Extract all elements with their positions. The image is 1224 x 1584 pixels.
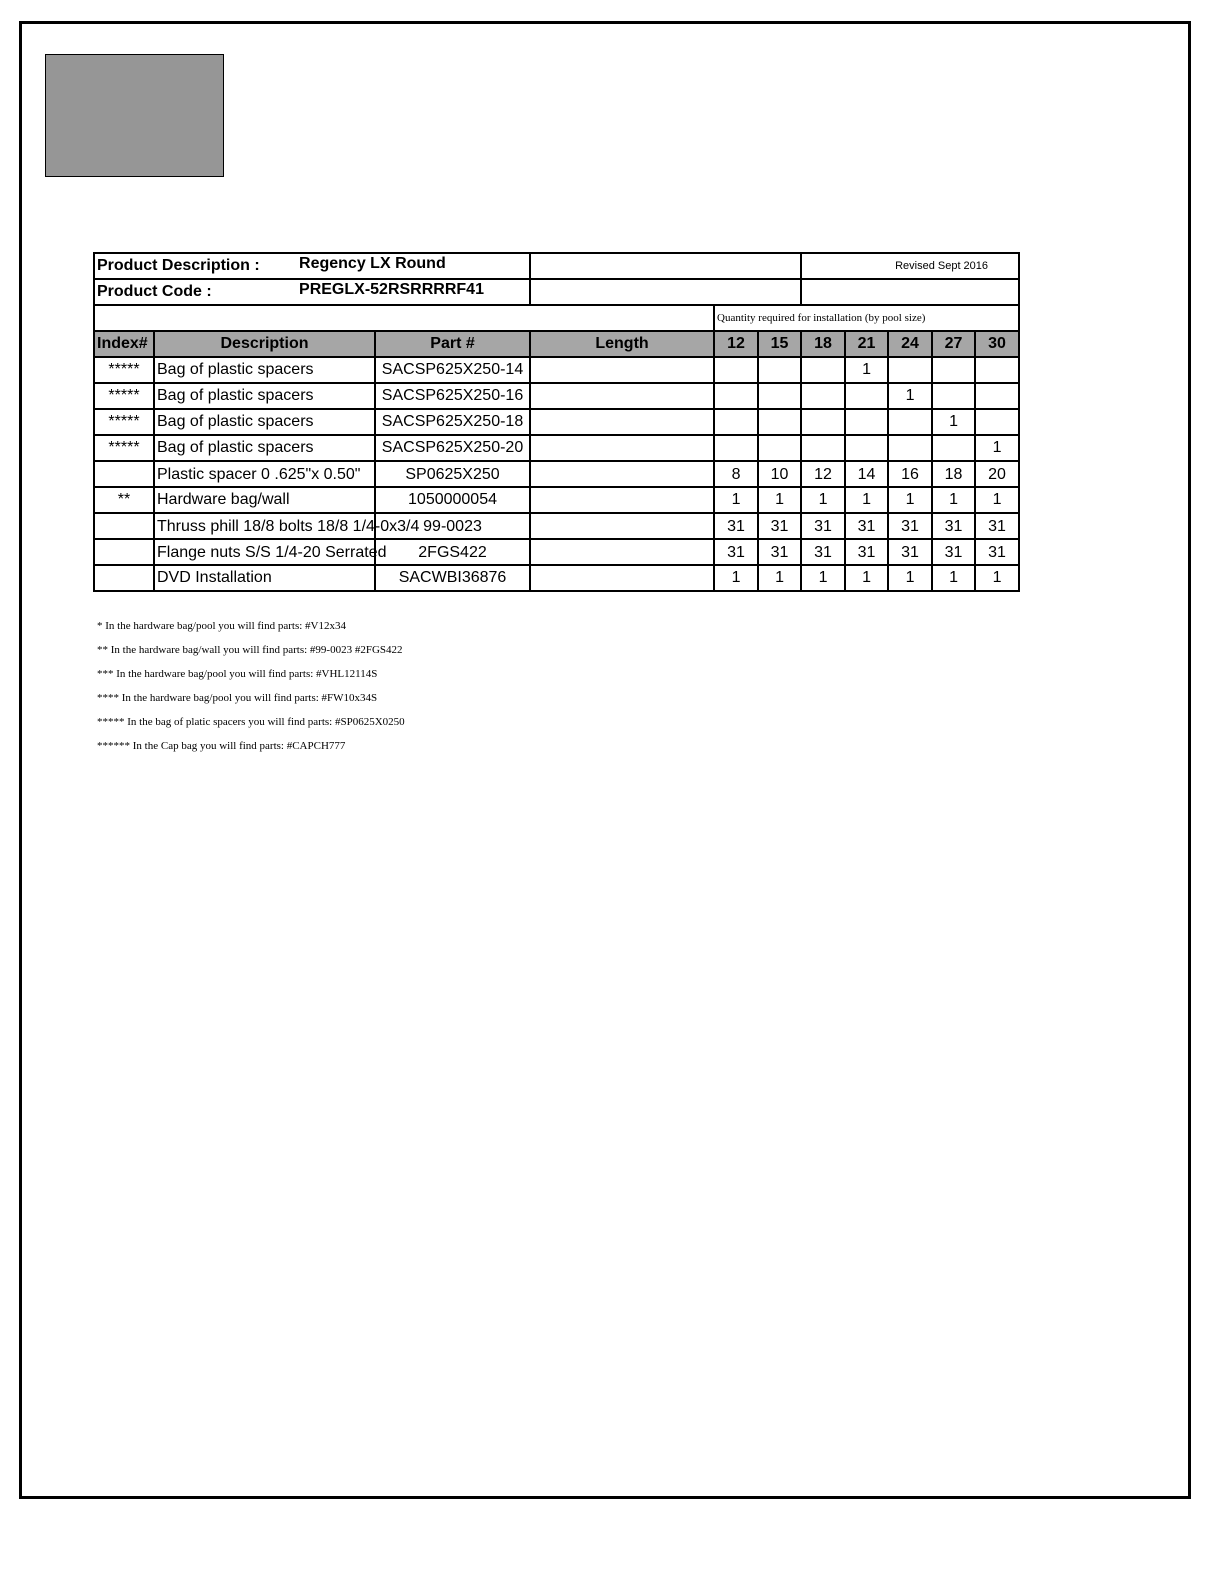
qty-cell: 31 <box>932 513 975 539</box>
part-cell: SACWBI36876 <box>375 565 530 591</box>
qty-cell: 1 <box>801 565 845 591</box>
col-size-27: 27 <box>932 331 975 357</box>
table-row <box>94 383 1019 409</box>
col-size-12: 12 <box>714 331 758 357</box>
part-cell: SACSP625X250-14 <box>375 357 530 383</box>
qty-cell <box>758 383 801 409</box>
qty-cell: 1 <box>932 487 975 513</box>
qty-cell: 1 <box>714 487 758 513</box>
qty-cell <box>932 357 975 383</box>
footnote: * In the hardware bag/pool you will find parts: #V12x34 <box>97 620 346 632</box>
qty-cell: 31 <box>758 513 801 539</box>
part-cell: SACSP625X250-16 <box>375 383 530 409</box>
qty-cell: 16 <box>888 461 932 487</box>
qty-cell: 1 <box>932 409 975 435</box>
table-row <box>94 513 1019 539</box>
part-cell: 1050000054 <box>375 487 530 513</box>
product-description-label: Product Description : <box>97 257 260 274</box>
qty-cell: 31 <box>801 513 845 539</box>
description-cell: Bag of plastic spacers <box>154 435 375 461</box>
qty-cell <box>932 435 975 461</box>
qty-cell: 8 <box>714 461 758 487</box>
col-size-15: 15 <box>758 331 801 357</box>
index-cell: ** <box>94 487 154 513</box>
qty-cell: 1 <box>758 487 801 513</box>
qty-cell <box>975 409 1019 435</box>
qty-cell: 31 <box>888 539 932 565</box>
qty-cell: 31 <box>975 513 1019 539</box>
qty-cell: 1 <box>845 487 888 513</box>
index-cell <box>94 539 154 565</box>
description-cell: Flange nuts S/S 1/4-20 Serrated <box>154 539 375 565</box>
qty-cell <box>714 409 758 435</box>
col-length: Length <box>530 331 714 357</box>
col-size-30: 30 <box>975 331 1019 357</box>
description-cell: DVD Installation <box>154 565 375 591</box>
qty-cell: 1 <box>888 565 932 591</box>
qty-caption: Quantity required for installation (by pool size) <box>714 305 1019 331</box>
qty-cell <box>714 357 758 383</box>
description-cell: Bag of plastic spacers <box>154 357 375 383</box>
length-cell <box>530 513 714 539</box>
description-cell: Plastic spacer 0 .625"x 0.50" <box>154 461 375 487</box>
qty-cell: 31 <box>845 539 888 565</box>
qty-cell: 31 <box>758 539 801 565</box>
table-row <box>94 435 1019 461</box>
qty-cell: 1 <box>758 565 801 591</box>
qty-cell <box>845 409 888 435</box>
qty-cell: 1 <box>845 565 888 591</box>
description-cell: Hardware bag/wall <box>154 487 375 513</box>
index-cell <box>94 461 154 487</box>
table-row <box>94 539 1019 565</box>
qty-cell <box>975 383 1019 409</box>
qty-cell <box>845 435 888 461</box>
revised-date: Revised Sept 2016 <box>801 253 1019 279</box>
qty-cell: 31 <box>714 513 758 539</box>
qty-cell <box>888 357 932 383</box>
footnote: ****** In the Cap bag you will find parts: #CAPCH777 <box>97 740 346 752</box>
product-code-value: PREGLX-52RSRRRRF41 <box>299 281 484 298</box>
qty-cell <box>801 357 845 383</box>
qty-cell <box>801 435 845 461</box>
qty-cell <box>714 435 758 461</box>
qty-cell: 31 <box>975 539 1019 565</box>
qty-cell: 20 <box>975 461 1019 487</box>
table-row <box>94 565 1019 591</box>
part-cell: SP0625X250 <box>375 461 530 487</box>
length-cell <box>530 565 714 591</box>
qty-cell <box>888 435 932 461</box>
footnote: ***** In the bag of platic spacers you will find parts: #SP0625X0250 <box>97 716 405 728</box>
part-cell: 2FGS422 <box>375 539 530 565</box>
qty-cell <box>801 383 845 409</box>
col-description: Description <box>154 331 375 357</box>
qty-cell <box>714 383 758 409</box>
part-cell: SACSP625X250-18 <box>375 409 530 435</box>
qty-cell <box>801 409 845 435</box>
footnotes <box>97 617 405 761</box>
qty-cell: 31 <box>932 539 975 565</box>
product-description-value: Regency LX Round <box>299 255 446 272</box>
qty-cell: 1 <box>975 435 1019 461</box>
length-cell <box>530 539 714 565</box>
description-cell: Bag of plastic spacers <box>154 409 375 435</box>
col-part: Part # <box>375 331 530 357</box>
qty-cell: 31 <box>801 539 845 565</box>
parts-table <box>93 252 1020 592</box>
length-cell <box>530 383 714 409</box>
footnote: ** In the hardware bag/wall you will find parts: #99-0023 #2FGS422 <box>97 644 403 656</box>
qty-cell <box>758 435 801 461</box>
qty-cell: 1 <box>975 487 1019 513</box>
qty-cell: 1 <box>714 565 758 591</box>
description-cell: Bag of plastic spacers <box>154 383 375 409</box>
index-cell: ***** <box>94 409 154 435</box>
qty-cell: 31 <box>845 513 888 539</box>
col-size-21: 21 <box>845 331 888 357</box>
length-cell <box>530 487 714 513</box>
footnote: *** In the hardware bag/pool you will find parts: #VHL12114S <box>97 668 378 680</box>
qty-cell <box>758 409 801 435</box>
length-cell <box>530 357 714 383</box>
length-cell <box>530 435 714 461</box>
footnote: **** In the hardware bag/pool you will find parts: #FW10x34S <box>97 692 378 704</box>
qty-cell <box>932 383 975 409</box>
description-cell: Thruss phill 18/8 bolts 18/8 1/4-0x3/4 <box>154 513 375 539</box>
qty-cell: 1 <box>845 357 888 383</box>
qty-cell: 1 <box>932 565 975 591</box>
index-cell <box>94 513 154 539</box>
qty-cell: 18 <box>932 461 975 487</box>
table-row <box>94 357 1019 383</box>
table-row <box>94 461 1019 487</box>
qty-cell: 1 <box>801 487 845 513</box>
product-code-label: Product Code : <box>97 283 212 300</box>
qty-cell: 31 <box>888 513 932 539</box>
column-header-row <box>94 331 1019 357</box>
qty-cell: 12 <box>801 461 845 487</box>
table-row <box>94 409 1019 435</box>
part-cell: 99-0023 <box>375 513 530 539</box>
col-index: Index# <box>94 331 154 357</box>
qty-cell <box>975 357 1019 383</box>
table-row <box>94 487 1019 513</box>
col-size-18: 18 <box>801 331 845 357</box>
qty-cell: 14 <box>845 461 888 487</box>
qty-cell: 1 <box>975 565 1019 591</box>
index-cell <box>94 565 154 591</box>
logo-placeholder <box>45 54 224 177</box>
qty-cell: 1 <box>888 487 932 513</box>
index-cell: ***** <box>94 383 154 409</box>
qty-cell: 1 <box>888 383 932 409</box>
length-cell <box>530 409 714 435</box>
index-cell: ***** <box>94 435 154 461</box>
qty-cell <box>845 383 888 409</box>
qty-cell: 10 <box>758 461 801 487</box>
part-cell: SACSP625X250-20 <box>375 435 530 461</box>
qty-cell <box>888 409 932 435</box>
qty-cell <box>758 357 801 383</box>
length-cell <box>530 461 714 487</box>
col-size-24: 24 <box>888 331 932 357</box>
index-cell: ***** <box>94 357 154 383</box>
qty-cell: 31 <box>714 539 758 565</box>
